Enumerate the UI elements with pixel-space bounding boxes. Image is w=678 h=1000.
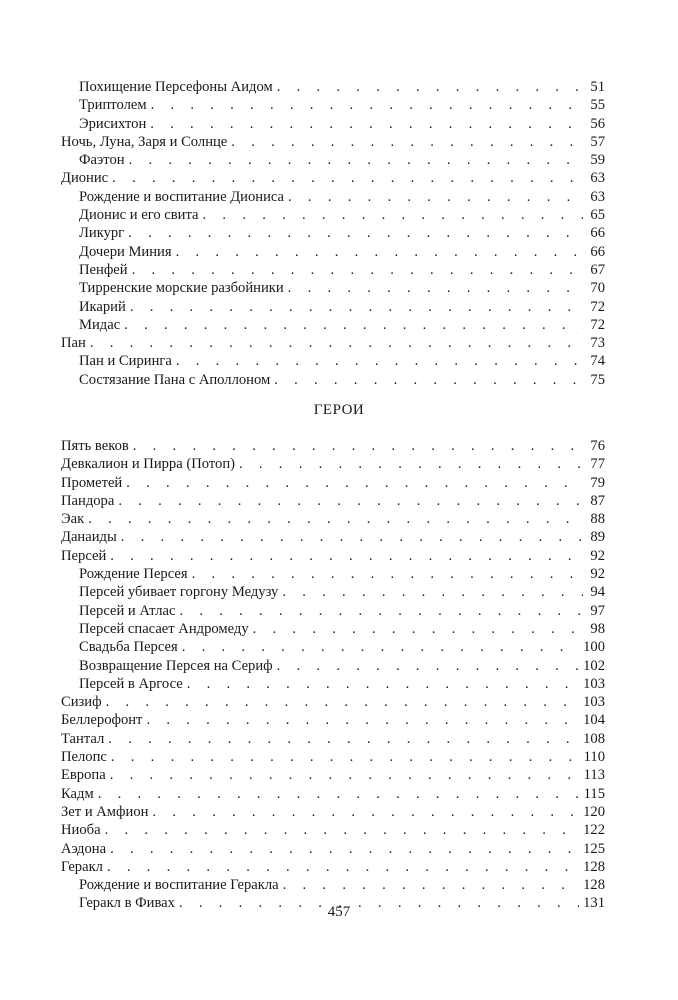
dot-leader: [203, 206, 583, 224]
toc-entry-page: 77: [590, 456, 605, 473]
toc-entry-title: Персей и Атлас: [79, 602, 176, 619]
toc-subentry: [61, 316, 605, 334]
dot-leader: [112, 169, 583, 187]
dot-leader: [110, 547, 583, 565]
toc-subentry: [61, 583, 605, 601]
toc-entry-title: Пенфей: [79, 261, 128, 278]
dot-leader: [105, 821, 580, 839]
dot-leader: [274, 371, 583, 389]
toc-entry-page: 79: [590, 474, 605, 491]
toc-subentry: [61, 188, 605, 206]
toc-entry-page: 72: [590, 298, 605, 315]
toc-entry-title: Аэдона: [61, 840, 107, 857]
toc-entry-title: Эрисихтон: [79, 115, 147, 132]
dot-leader: [282, 583, 583, 601]
toc-entry-page: 72: [590, 316, 605, 333]
toc-list-top: [61, 78, 605, 389]
dot-leader: [176, 352, 583, 370]
toc-entry-title: Ниоба: [61, 822, 101, 839]
toc-entry-page: 131: [583, 895, 605, 912]
toc-subentry: [61, 279, 605, 297]
dot-leader: [187, 675, 579, 693]
toc-entry-page: 115: [583, 785, 605, 802]
toc-entry: [61, 547, 605, 565]
toc-subentry: [61, 371, 605, 389]
toc-entry-page: 63: [590, 188, 605, 205]
toc-entry-page: 56: [590, 115, 605, 132]
dot-leader: [182, 638, 579, 656]
toc-entry-title: Дионис: [61, 170, 109, 187]
toc-entry-page: 89: [590, 529, 605, 546]
dot-leader: [128, 224, 583, 242]
toc-entry-page: 63: [590, 170, 605, 187]
toc-subentry: [61, 565, 605, 583]
toc-subentry: [61, 620, 605, 638]
toc-entry-title: Икарий: [79, 298, 126, 315]
dot-leader: [277, 657, 579, 675]
toc-entry-page: 59: [590, 152, 605, 169]
toc-entry-title: Кадм: [61, 785, 94, 802]
dot-leader: [129, 151, 583, 169]
toc-entry: [61, 528, 605, 546]
toc-entry: [61, 785, 605, 803]
toc-entry-title: Геракл в Фивах: [79, 895, 175, 912]
toc-entry-title: Персей убивает горгону Медузу: [79, 584, 279, 601]
toc-entry-title: Ночь, Луна, Заря и Солнце: [61, 133, 228, 150]
toc-entry-page: 128: [583, 858, 605, 875]
toc-subentry: [61, 261, 605, 279]
dot-leader: [231, 133, 583, 151]
dot-leader: [118, 492, 583, 510]
dot-leader: [130, 298, 583, 316]
toc-entry: [61, 437, 605, 455]
toc-subentry: [61, 657, 605, 675]
toc-entry: [61, 510, 605, 528]
toc-entry-title: Пан: [61, 335, 86, 352]
toc-entry-title: Персей в Аргосе: [79, 675, 183, 692]
toc-entry-title: Рождение Персея: [79, 566, 188, 583]
toc-entry-page: 57: [590, 133, 605, 150]
toc-entry-title: Свадьба Персея: [79, 639, 178, 656]
section-title: ГЕРОИ: [313, 402, 365, 418]
toc-entry-title: Зет и Амфион: [61, 803, 149, 820]
toc-entry-page: 75: [590, 371, 605, 388]
toc-entry: [61, 492, 605, 510]
toc-entry-page: 66: [590, 225, 605, 242]
toc-entry: [61, 858, 605, 876]
toc-entry: [61, 840, 605, 858]
toc-entry-page: 97: [590, 602, 605, 619]
toc-entry: [61, 730, 605, 748]
toc-entry-page: 98: [590, 620, 605, 637]
toc-list-heroes: [61, 437, 605, 913]
toc-entry-page: 92: [590, 566, 605, 583]
toc-entry-title: Персей: [61, 547, 107, 564]
toc-entry-page: 102: [583, 657, 605, 674]
dot-leader: [133, 437, 583, 455]
toc-entry-title: Персей спасает Андромеду: [79, 620, 249, 637]
toc-entry-title: Пять веков: [61, 438, 129, 454]
dot-leader: [107, 858, 579, 876]
toc-entry: [61, 711, 605, 729]
dot-leader: [106, 693, 580, 711]
dot-leader: [108, 730, 579, 748]
dot-leader: [152, 803, 579, 821]
dot-leader: [288, 279, 583, 297]
dot-leader: [150, 115, 583, 133]
dot-leader: [288, 188, 583, 206]
toc-entry: [61, 455, 605, 473]
dot-leader: [151, 96, 583, 114]
toc-entry-page: 103: [583, 675, 605, 692]
toc-entry-page: 94: [590, 584, 605, 601]
toc-subentry: [61, 602, 605, 620]
dot-leader: [283, 876, 579, 894]
toc-entry-title: Дочери Миния: [79, 243, 172, 260]
dot-leader: [146, 711, 579, 729]
toc-entry-page: 70: [590, 280, 605, 297]
toc-entry-title: Триптолем: [79, 97, 147, 114]
dot-leader: [98, 785, 580, 803]
toc-entry-title: Мидас: [79, 316, 121, 333]
toc-entry-title: Состязание Пана с Аполлоном: [79, 371, 271, 388]
toc-entry: [61, 803, 605, 821]
toc-entry-page: 122: [583, 822, 605, 839]
toc-entry-page: 88: [590, 511, 605, 528]
dot-leader: [111, 748, 580, 766]
toc-entry-title: Эак: [61, 511, 85, 528]
toc-entry-title: Пандора: [61, 492, 115, 509]
dot-leader: [121, 528, 583, 546]
toc-subentry: [61, 96, 605, 114]
dot-leader: [90, 334, 583, 352]
toc-entry-page: 55: [590, 97, 605, 114]
toc-entry-page: 108: [583, 730, 605, 747]
toc-entry-page: 65: [590, 207, 605, 224]
toc-entry-title: Тантал: [61, 730, 105, 747]
toc-entry: [61, 693, 605, 711]
toc-subentry: [61, 243, 605, 261]
toc-entry: [61, 169, 605, 187]
toc-entry-title: Ликург: [79, 225, 125, 242]
dot-leader: [176, 243, 583, 261]
dot-leader: [277, 78, 583, 96]
toc-subentry: [61, 876, 605, 894]
toc-entry: [61, 334, 605, 352]
toc-entry-page: 76: [590, 438, 605, 454]
toc-entry-title: Пелопс: [61, 749, 107, 766]
toc-subentry: [61, 224, 605, 242]
toc-subentry: [61, 352, 605, 370]
toc-entry-title: Сизиф: [61, 694, 102, 711]
toc-entry: [61, 766, 605, 784]
toc-entry: [61, 133, 605, 151]
dot-leader: [253, 620, 583, 638]
toc-entry-title: Рождение и воспитание Диониса: [79, 188, 285, 205]
toc-entry-page: 92: [590, 547, 605, 564]
toc-entry-title: Данаиды: [61, 529, 117, 546]
toc-entry-page: 87: [590, 492, 605, 509]
toc-entry: [61, 748, 605, 766]
toc-entry-page: 51: [590, 79, 605, 95]
toc-subentry: [61, 206, 605, 224]
dot-leader: [179, 602, 583, 620]
dot-leader: [239, 455, 583, 473]
toc-subentry: [61, 638, 605, 656]
toc-entry-title: Похищение Персефоны Аидом: [79, 79, 273, 95]
dot-leader: [132, 261, 583, 279]
toc-entry-title: Фаэтон: [79, 152, 125, 169]
page-number: 457: [327, 904, 351, 920]
toc-entry-title: Дионис и его свита: [79, 207, 199, 224]
toc-subentry: [61, 151, 605, 169]
toc-subentry: [61, 675, 605, 693]
toc-entry-page: 120: [583, 803, 605, 820]
toc-entry-title: Возвращение Персея на Сериф: [79, 657, 273, 674]
dot-leader: [192, 565, 583, 583]
toc-entry: [61, 474, 605, 492]
toc-entry-page: 125: [583, 840, 605, 857]
toc-entry: [61, 821, 605, 839]
dot-leader: [110, 766, 580, 784]
toc-entry-page: 73: [590, 335, 605, 352]
toc-subentry: [61, 78, 605, 96]
toc-entry-title: Пан и Сиринга: [79, 353, 172, 370]
toc-entry-title: Тирренские морские разбойники: [79, 280, 284, 297]
toc-entry-page: 113: [583, 767, 605, 784]
toc-entry-page: 66: [590, 243, 605, 260]
toc-entry-page: 128: [583, 877, 605, 894]
toc-entry-page: 100: [583, 639, 605, 656]
toc-entry-page: 74: [590, 353, 605, 370]
toc-entry-title: Рождение и воспитание Геракла: [79, 877, 279, 894]
toc-entry-title: Девкалион и Пирра (Потоп): [61, 456, 236, 473]
toc-entry-title: Геракл: [61, 858, 103, 875]
toc-subentry: [61, 115, 605, 133]
dot-leader: [88, 510, 583, 528]
toc-entry-page: 67: [590, 261, 605, 278]
dot-leader: [126, 474, 583, 492]
toc-entry-page: 110: [583, 749, 605, 766]
toc-entry-page: 104: [583, 712, 605, 729]
toc-entry-title: Беллерофонт: [61, 712, 143, 729]
toc-subentry: [61, 298, 605, 316]
toc-entry-title: Европа: [61, 767, 106, 784]
toc-entry-page: 103: [583, 694, 605, 711]
dot-leader: [110, 840, 579, 858]
toc-entry-title: Прометей: [61, 474, 123, 491]
dot-leader: [124, 316, 583, 334]
